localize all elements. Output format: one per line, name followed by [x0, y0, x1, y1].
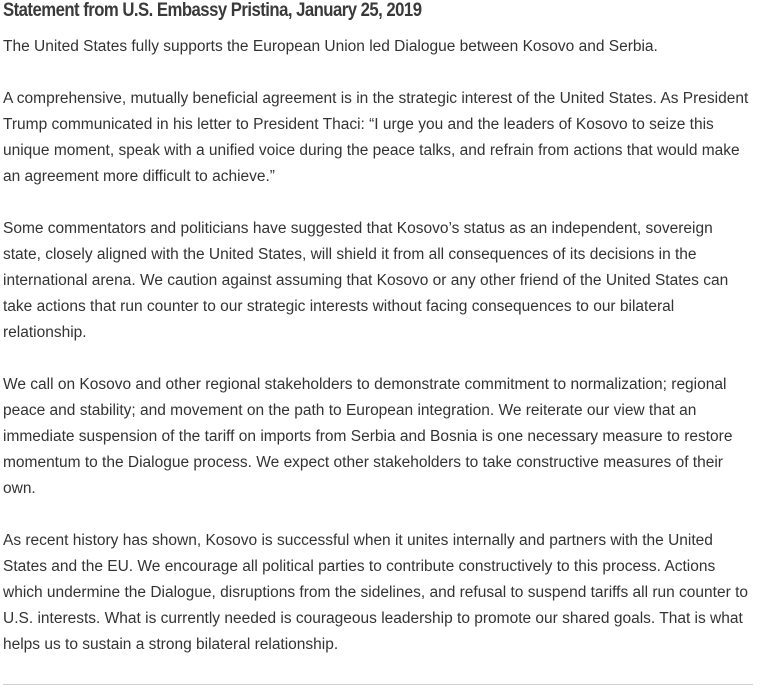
- bottom-divider: [3, 684, 753, 685]
- paragraph-support-dialogue: The United States fully supports the European Union led Dialogue between Kosovo and Serbia.: [3, 38, 658, 55]
- paragraph-status-caution: Some commentators and politicians have suggested that Kosovo’s status as an independent, sovereign state, closely aligned with the United States, will shield it from all consequences of its decisions in the international arena. We caution against assuming that Kosovo or any other friend of the United States can take actions that run counter to our strategic interests without facing consequences to our bilateral relationship.: [3, 220, 729, 341]
- article-title: Statement from U.S. Embassy Pristina, January 25, 2019: [3, 0, 422, 21]
- paragraph-agreement-interest: A comprehensive, mutually beneficial agreement is in the strategic interest of the United States. As President Trump communicated in his letter to President Thaci: “I urge you and the leaders of Kosovo to seize this unique moment, speak with a unified voice during the peace talks, and refrain from actions that would make an agreement more difficult to achieve.”: [3, 90, 749, 185]
- statement-article: [3, 0, 763, 653]
- paragraph-recent-history: As recent history has shown, Kosovo is successful when it unites internally and partners with the United States and the EU. We encourage all political parties to contribute constructively to this process. Actions which undermine the Dialogue, disruptions from the sidelines, and refusal to suspend tariffs all run counter to U.S. interests. What is currently needed is courageous leadership to promote our shared goals. That is what helps us to sustain a strong bilateral relationship.: [3, 532, 748, 653]
- paragraph-call-on-kosovo: We call on Kosovo and other regional stakeholders to demonstrate commitment to normalization; regional peace and stability; and movement on the path to European integration. We reiterate our view that an immediate suspension of the tariff on imports from Serbia and Bosnia is one necessary measure to restore momentum to the Dialogue process. We expect other stakeholders to take constructive measures of their own.: [3, 376, 733, 497]
